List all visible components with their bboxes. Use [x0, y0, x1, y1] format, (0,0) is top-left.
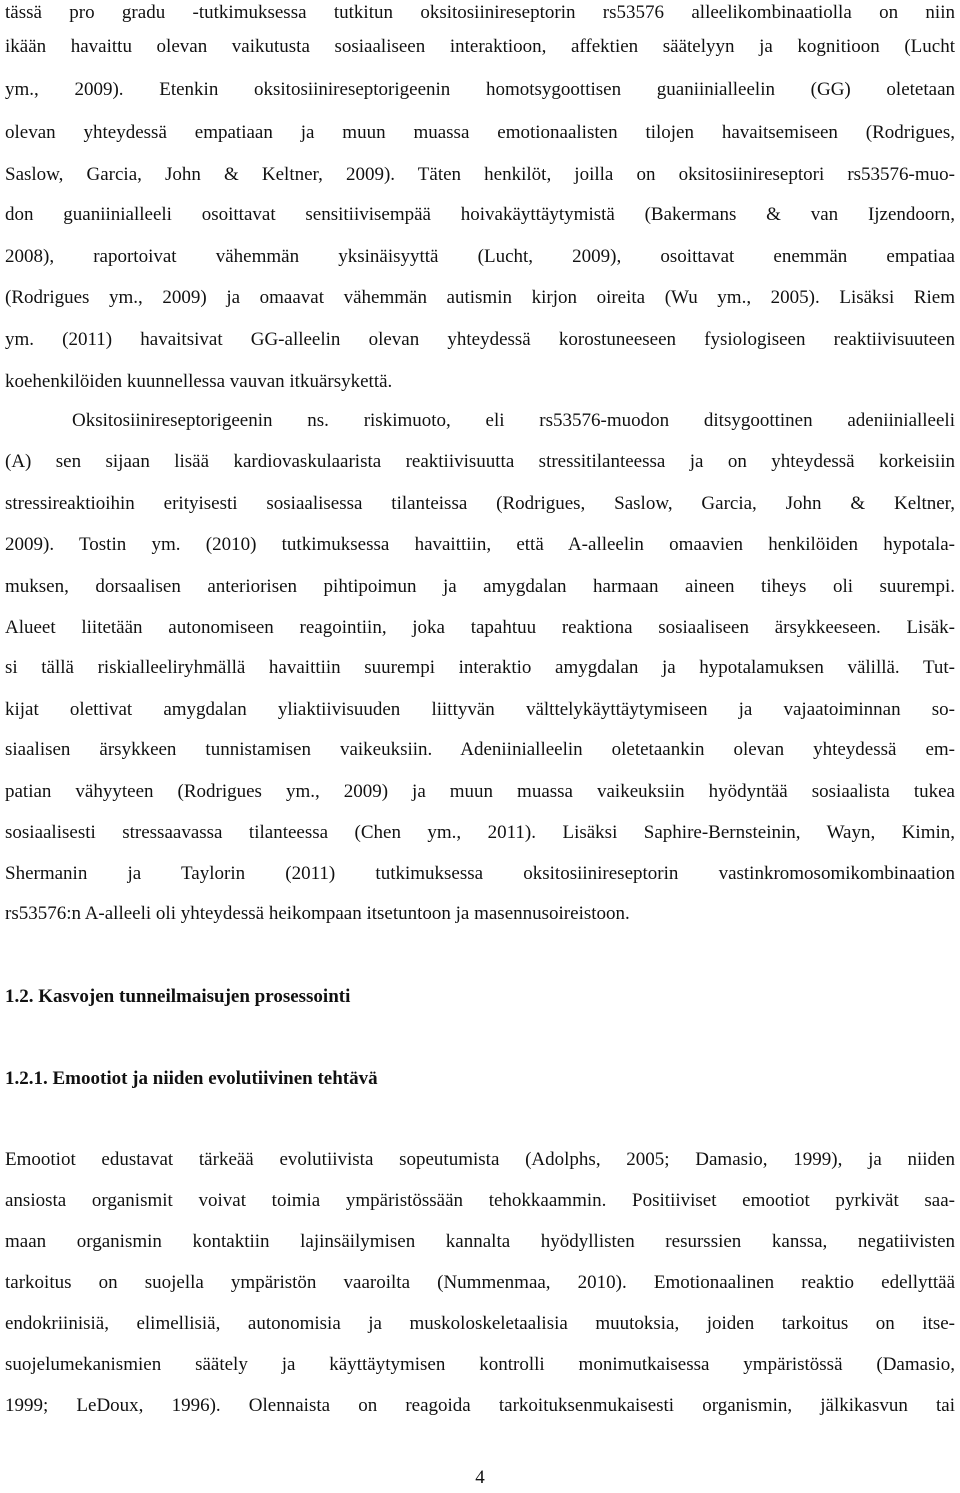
- paragraph-2-line: 2009). Tostin ym. (2010) tutkimuksessa havaittiin, että A-alleelin omaavien henkilöiden hypotala-: [5, 534, 955, 555]
- paragraph-2-line: si tällä riskialleeliryhmällä havaittiin suurempi interaktio amygdalan ja hypotalamuksen välillä. Tut-: [5, 657, 955, 678]
- paragraph-3-line: 1999; LeDoux, 1996). Olennaista on reagoida tarkoituksenmukaisesti organismin, jälkikasvun tai: [5, 1395, 955, 1416]
- paragraph-2-line: siaalisen ärsykkeen tunnistamisen vaikeuksiin. Adeniinialleelin oletetaankin olevan yhteydessä em-: [5, 739, 955, 760]
- page-number: 4: [475, 1467, 485, 1488]
- paragraph-3-line: ansiosta organismit voivat toimia ympäristössään tehokkaammin. Positiiviset emootiot pyrkivät saa-: [5, 1190, 955, 1211]
- paragraph-1-line: olevan yhteydessä empatiaan ja muun muassa emotionaalisten tilojen havaitsemiseen (Rodrigues,: [5, 122, 955, 143]
- paragraph-2-line: (A) sen sijaan lisää kardiovaskulaarista reaktiivisuutta stressitilanteessa ja on yhteydessä korkeisiin: [5, 451, 955, 472]
- paragraph-3-line: suojelumekanismien säätely ja käyttäytymisen kontrolli monimutkaisessa ympäristössä (Damasio,: [5, 1354, 955, 1375]
- paragraph-3-line: Emootiot edustavat tärkeää evolutiivista sopeutumista (Adolphs, 2005; Damasio, 1999), ja niiden: [5, 1149, 955, 1170]
- paragraph-1-line: (Rodrigues ym., 2009) ja omaavat vähemmän autismin kirjon oireita (Wu ym., 2005). Lisäksi Riem: [5, 287, 955, 308]
- paragraph-2-line: sosiaalisesti stressaavassa tilanteessa (Chen ym., 2011). Lisäksi Saphire-Bernsteinin, Wayn, Kimin,: [5, 822, 955, 843]
- paragraph-3-line: endokriinisiä, elimellisiä, autonomisia ja muskoloskeletaalisia muutoksia, joiden tarkoitus on itse-: [5, 1313, 955, 1334]
- paragraph-2-line: Oksitosiinireseptorigeenin ns. riskimuoto, eli rs53576-muodon ditsygoottinen adeniinialleeli: [72, 410, 955, 431]
- paragraph-1-line: don guaniinialleeli osoittavat sensitiivisempää hoivakäyttäytymistä (Bakermans & van Ijzendoorn,: [5, 204, 955, 225]
- paragraph-3-line: maan organismin kontaktiin lajinsäilymisen kannalta hyödyllisten resurssien kanssa, negatiivisten: [5, 1231, 955, 1252]
- paragraph-2-line: muksen, dorsaalisen anteriorisen pihtipoimun ja amygdalan harmaan aineen tiheys oli suurempi.: [5, 576, 955, 597]
- paragraph-2-line: rs53576:n A-alleeli oli yhteydessä heikompaan itsetuntoon ja masennusoireistoon.: [5, 903, 630, 924]
- paragraph-2-line: Alueet liitetään autonomiseen reagointiin, joka tapahtuu reaktiona sosiaaliseen ärsykkeeseen. Lisäk-: [5, 617, 955, 638]
- paragraph-1-line: tässä pro gradu -tutkimuksessa tutkitun oksitosiinireseptorin rs53576 alleelikombinaatiolla on niin: [5, 2, 955, 23]
- paragraph-2-line: patian vähyyteen (Rodrigues ym., 2009) ja muun muassa vaikeuksiin hyödyntää sosiaalista tukea: [5, 781, 955, 802]
- paragraph-2-line: Shermanin ja Taylorin (2011) tutkimuksessa oksitosiinireseptorin vastinkromosomikombinaation: [5, 863, 955, 884]
- section-heading: 1.2. Kasvojen tunneilmaisujen prosessointi: [5, 986, 351, 1007]
- subsection-heading: 1.2.1. Emootiot ja niiden evolutiivinen tehtävä: [5, 1068, 378, 1089]
- paragraph-1-line: ym. (2011) havaitsivat GG-alleelin olevan yhteydessä korostuneeseen fysiologiseen reaktiivisuuteen: [5, 329, 955, 350]
- paragraph-1-line: koehenkilöiden kuunnellessa vauvan itkuärsykettä.: [5, 371, 393, 392]
- paragraph-2-line: stressireaktioihin erityisesti sosiaalisessa tilanteissa (Rodrigues, Saslow, Garcia, John & Keltner,: [5, 493, 955, 514]
- paragraph-1-line: Saslow, Garcia, John & Keltner, 2009). Täten henkilöt, joilla on oksitosiinireseptori rs53576-muo-: [5, 164, 955, 185]
- paragraph-1-line: ym., 2009). Etenkin oksitosiinireseptorigeenin homotsygoottisen guaniinialleelin (GG) oletetaan: [5, 79, 955, 100]
- paragraph-1-line: ikään havaittu olevan vaikutusta sosiaaliseen interaktioon, affektien säätelyyn ja kognitioon (Lucht: [5, 36, 955, 57]
- paragraph-3-line: tarkoitus on suojella ympäristön vaaroilta (Nummenmaa, 2010). Emotionaalinen reaktio edellyttää: [5, 1272, 955, 1293]
- paragraph-1-line: 2008), raportoivat vähemmän yksinäisyyttä (Lucht, 2009), osoittavat enemmän empatiaa: [5, 246, 955, 267]
- paragraph-2-line: kijat olettivat amygdalan yliaktiivisuuden liittyvän välttelykäyttäytymiseen ja vajaatoiminnan so-: [5, 699, 955, 720]
